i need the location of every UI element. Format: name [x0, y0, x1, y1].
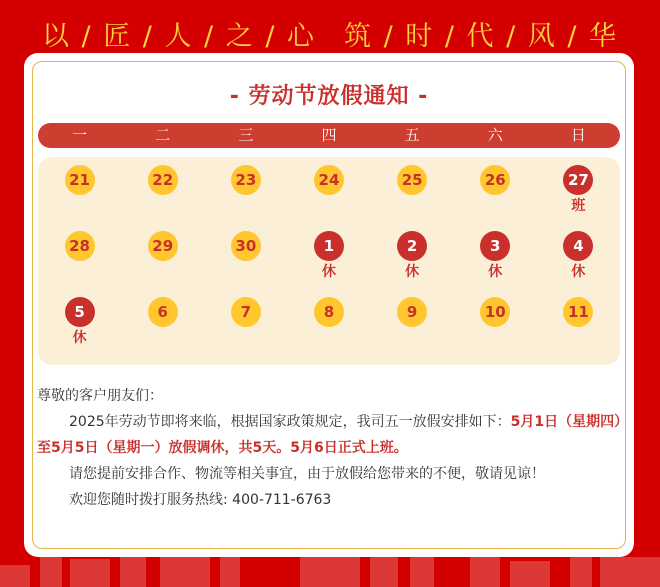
- weekday-fri: 五: [404, 126, 420, 144]
- calendar-day: [204, 165, 287, 231]
- weekday-mon: 一: [72, 126, 88, 144]
- notice-letter: [37, 383, 623, 513]
- weekday-wed: 三: [238, 126, 254, 144]
- letter-greeting: 尊敬的客户朋友们：: [37, 388, 163, 404]
- notice-card: [24, 53, 634, 557]
- calendar-day-note: 休: [405, 264, 420, 280]
- calendar-day-number: 28: [65, 231, 95, 261]
- calendar-day: [287, 297, 370, 363]
- calendar-day-note: 休: [321, 264, 336, 280]
- calendar-day: [38, 165, 121, 231]
- calendar-day: [38, 231, 121, 297]
- calendar-day-number: 10: [480, 297, 510, 327]
- calendar-day-note: 休: [72, 330, 87, 346]
- slogan-header: [0, 14, 660, 53]
- calendar-day-number: 22: [148, 165, 178, 195]
- calendar-day-number: 27: [563, 165, 593, 195]
- calendar-day-number: 11: [563, 297, 593, 327]
- calendar-grid: [38, 165, 620, 363]
- letter-paragraph-1: [37, 409, 623, 461]
- calendar-day-number: 23: [231, 165, 261, 195]
- calendar-day: [121, 165, 204, 231]
- calendar-day: [121, 231, 204, 297]
- calendar-day-number: 3: [480, 231, 510, 261]
- calendar-day-number: 21: [65, 165, 95, 195]
- weekday-tue: 二: [155, 126, 171, 144]
- calendar-day-number: 29: [148, 231, 178, 261]
- weekday-sat: 六: [487, 126, 503, 144]
- calendar-day-number: 25: [397, 165, 427, 195]
- calendar-day-number: 5: [65, 297, 95, 327]
- calendar-day-number: 1: [314, 231, 344, 261]
- notice-title: - 劳动节放假通知 -: [229, 84, 429, 109]
- slogan-part-1: 以 / 匠 / 人 / 之 / 心: [41, 21, 316, 52]
- calendar-day: [454, 165, 537, 231]
- calendar-day: [454, 231, 537, 297]
- calendar-day-number: 24: [314, 165, 344, 195]
- calendar-day: [537, 231, 620, 297]
- calendar-day-note: 班: [571, 198, 586, 214]
- calendar-day-number: 26: [480, 165, 510, 195]
- calendar-day: [371, 231, 454, 297]
- letter-paragraph-1-text: 2025年劳动节即将来临，根据国家政策规定，我司五一放假安排如下：: [69, 414, 511, 430]
- calendar-day-number: 4: [563, 231, 593, 261]
- letter-paragraph-2: 请您提前安排合作、物流等相关事宜，由于放假给您带来的不便，敬请见谅！: [69, 466, 545, 482]
- calendar-day: [204, 297, 287, 363]
- calendar-day: [371, 165, 454, 231]
- holiday-schedule-highlight: 5月1日（星期四）至5月5日（星期一）放假调休，共5天。5月6日正式上班。: [37, 414, 622, 456]
- calendar-day: [287, 231, 370, 297]
- service-hotline-text: 欢迎您随时拨打服务热线: 400-711-6763: [69, 492, 332, 508]
- calendar-day: [121, 297, 204, 363]
- calendar-day: [454, 297, 537, 363]
- weekday-header-bar: [38, 123, 620, 148]
- slogan-part-2: 筑 / 时 / 代 / 风 / 华: [344, 21, 619, 52]
- weekday-sun: 日: [570, 126, 586, 144]
- calendar-day-note: 休: [571, 264, 586, 280]
- calendar-day-number: 30: [231, 231, 261, 261]
- calendar-day-number: 8: [314, 297, 344, 327]
- calendar-day-number: 6: [148, 297, 178, 327]
- weekday-thu: 四: [321, 126, 337, 144]
- calendar-day-number: 7: [231, 297, 261, 327]
- calendar-day: [537, 165, 620, 231]
- calendar-day-number: 2: [397, 231, 427, 261]
- calendar-day: [537, 297, 620, 363]
- calendar-day-note: 休: [488, 264, 503, 280]
- calendar-day: [204, 231, 287, 297]
- calendar-day: [287, 165, 370, 231]
- calendar-day: [38, 297, 121, 363]
- calendar-day: [371, 297, 454, 363]
- calendar-day-number: 9: [397, 297, 427, 327]
